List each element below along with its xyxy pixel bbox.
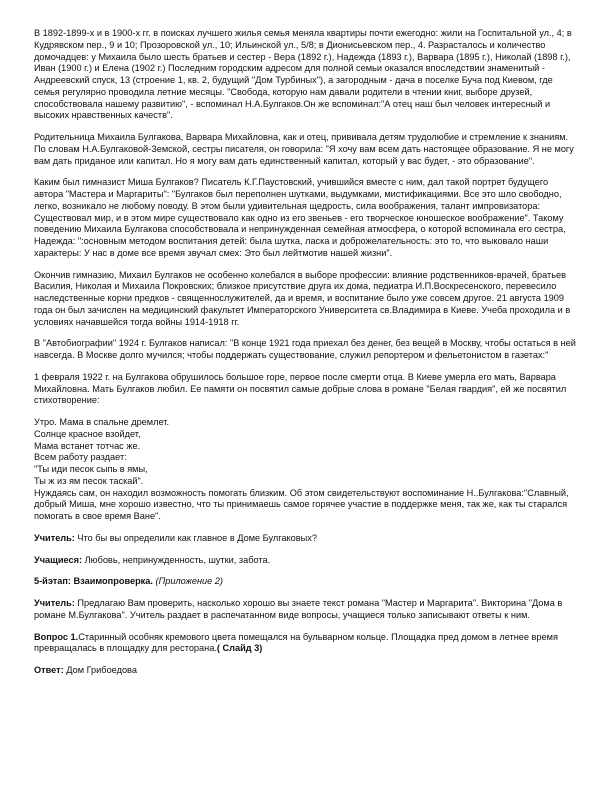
paragraph-helping-family: Нуждаясь сам, он находил возможность помогать близким. Об этом свидетельствуют воспоминание Н..Булгакова:"Славный, добрый Миша, мне хорошо известно, что ты принимаешь самое горячее участие в поддержке меня, так же, как ты старался помогать в свое время Ване". [34,487,569,521]
paragraph-autobiography: В "Автобиографии" 1924 г. Булгаков написал: "В конце 1921 года приехал без денег, без вещей в Москву, чтобы остаться в ней навсегда. В Москве долго мучился; чтобы поддержать существование, служил репортером и фельетонистом в газетах:" [34,338,576,360]
teacher-question-text: Что бы вы определили как главное в Доме Булгаковых? [77,532,317,543]
paragraph-gymnasium: Каким был гимназист Миша Булгаков? Писатель К.Г.Паустовский, учившийся вместе с ним, дал такой портрет будущего автора "Мастера и Маргариты": "Булгаков был переполнен шутками, выдумками, мистификациями. Все это шло свободно, легко, возникало не любому поводу. В этом были удивительная щедрость, сила воображения, талант импровизатора: Существовал мир, и в этом мире существовало как одно из его звеньев - его творческое юношеское воображение". Такому поведению Михаила Булгакова способствовала и непринужденная семейная атмосфера, о которой вспоминала его сестра, Надежда: ":основным методом воспитания детей: была шутка, ласка и доброжелательность: это то, что выковало наши характеры: У нас в доме все время звучал смех: Это был лейтмотив нашей жизни". [34,177,566,258]
paragraph-mother-death: 1 февраля 1922 г. на Булгакова обрушилось большое горе, первое после смерти отца. В Киеве умерла его мать, Варвара Михайловна. Мать Булгаков любил. Ее памяти он посвятил самые добрые слова в романе "Белая гвардия", ей же посвятил стихотворение: [34,371,567,406]
document-page [34,28,579,687]
paragraph-family-addresses: В 1892-1899-х и в 1900-х гг. в поисках лучшего жилья семья меняла квартиры почти ежегодно: жили на Госпитальной ул., 4; в Кудрявском пер., 9 и 10; Прозоровской ул., 10; Ильинской ул., 5/8; в Дионисьевском пер., 4. Разрасталось и количество домочадцев: у Михаила было шесть братьев и сестер - Вера (1892 г.), Надежда (1893 г.), Варвара (1895 г.), Николай (1898 г.), Иван (1900 г.) и Елена (1902 г.) Последним городским адресом для полной семьи оказался впоследствии знаменитый - Андреевский спуск, 13 (строение 1, кв. 2, будущий "Дом Турбиных"), а загородным - дача в поселке Буча под Киевом, где семья регулярно проводила летние месяцы. "Свобода, которую нам давали родители в чтении книг, выборе друзей, способствовала нашему развитию", - вспоминал Н.А.Булгаков.Он же вспоминал:"А отец наш был человек интересный и высоких нравственных качеств". [34,28,572,121]
poem-line: Мама встанет тотчас же. [34,440,141,451]
poem-line: "Ты иди песок сыпь в ямы, [34,464,148,474]
question-label: Вопрос 1. [34,631,79,642]
students-answer [34,555,579,567]
answer-1 [34,665,579,677]
poem-block [34,417,579,488]
teacher-label: Учитель: [34,598,75,608]
answer-label: Ответ: [34,665,64,675]
stage-appendix: (Приложение 2) [155,576,223,587]
answer-text: Дом Грибоедова [66,665,137,675]
question-1 [34,632,579,656]
paragraph-university: Окончив гимназию, Михаил Булгаков не особенно колебался в выборе профессии: влияние родственников-врачей, братьев Василия, Николая и Михаила Покровских; близкое присутствие друга их дома, педиатра И.П.Воскресенского, перевесило наследственные корни предков - священнослужителей, да и время, и воспитание было уже совсем другое. 21 августа 1909 года он был зачислен на медицинский факультет Императорского Университета св.Владимира в Киеве. Учеба проходила и в условиях начавшейся тогда войны 1914-1918 гг. [34,269,571,327]
poem-line: Ты ж из ям песок таскай". [34,475,144,486]
students-label: Учащиеся: [34,554,83,565]
stage-label: 5-йэтап: Взаимопроверка. [34,576,153,587]
poem-line: Всем работу раздает: [34,452,127,463]
slide-reference: ( Слайд 3) [216,643,263,654]
teacher-label: Учитель: [34,532,75,543]
question-text: Старинный особняк кремового цвета помещался на бульварном кольце. Площадка пред домом в летнее время превращалась в площадку для ресторана. [34,631,558,654]
students-answer-text: Любовь, непринужденность, шутки, забота. [84,554,271,565]
teacher-question [34,533,579,545]
teacher-instructions [34,598,579,622]
poem-line: Утро. Мама в спальне дремлет. [34,417,170,427]
poem-line: Солнце красное взойдет, [34,428,141,439]
stage-heading [34,576,579,588]
teacher-instructions-text: Предлагаю Вам проверить, насколько хорошо вы знаете текст романа "Мастер и Маргарита". Викторина "Дома в романе М.Булгакова". Учитель раздает в распечатанном виде вопросы, учащиеся только записывают ответы к ним. [34,598,563,620]
paragraph-mother: Родительница Михаила Булгакова, Варвара Михайловна, как и отец, прививала детям трудолюбие и стремление к знаниям. По словам Н.А.Булгаковой-Земской, сестры писателя, он говорила: "Я хочу вам всем дать настоящее образование. Я не могу вам дать приданое или капитал. Но я могу вам дать единственный капитал, который у вас будет, - это образование". [34,132,574,166]
